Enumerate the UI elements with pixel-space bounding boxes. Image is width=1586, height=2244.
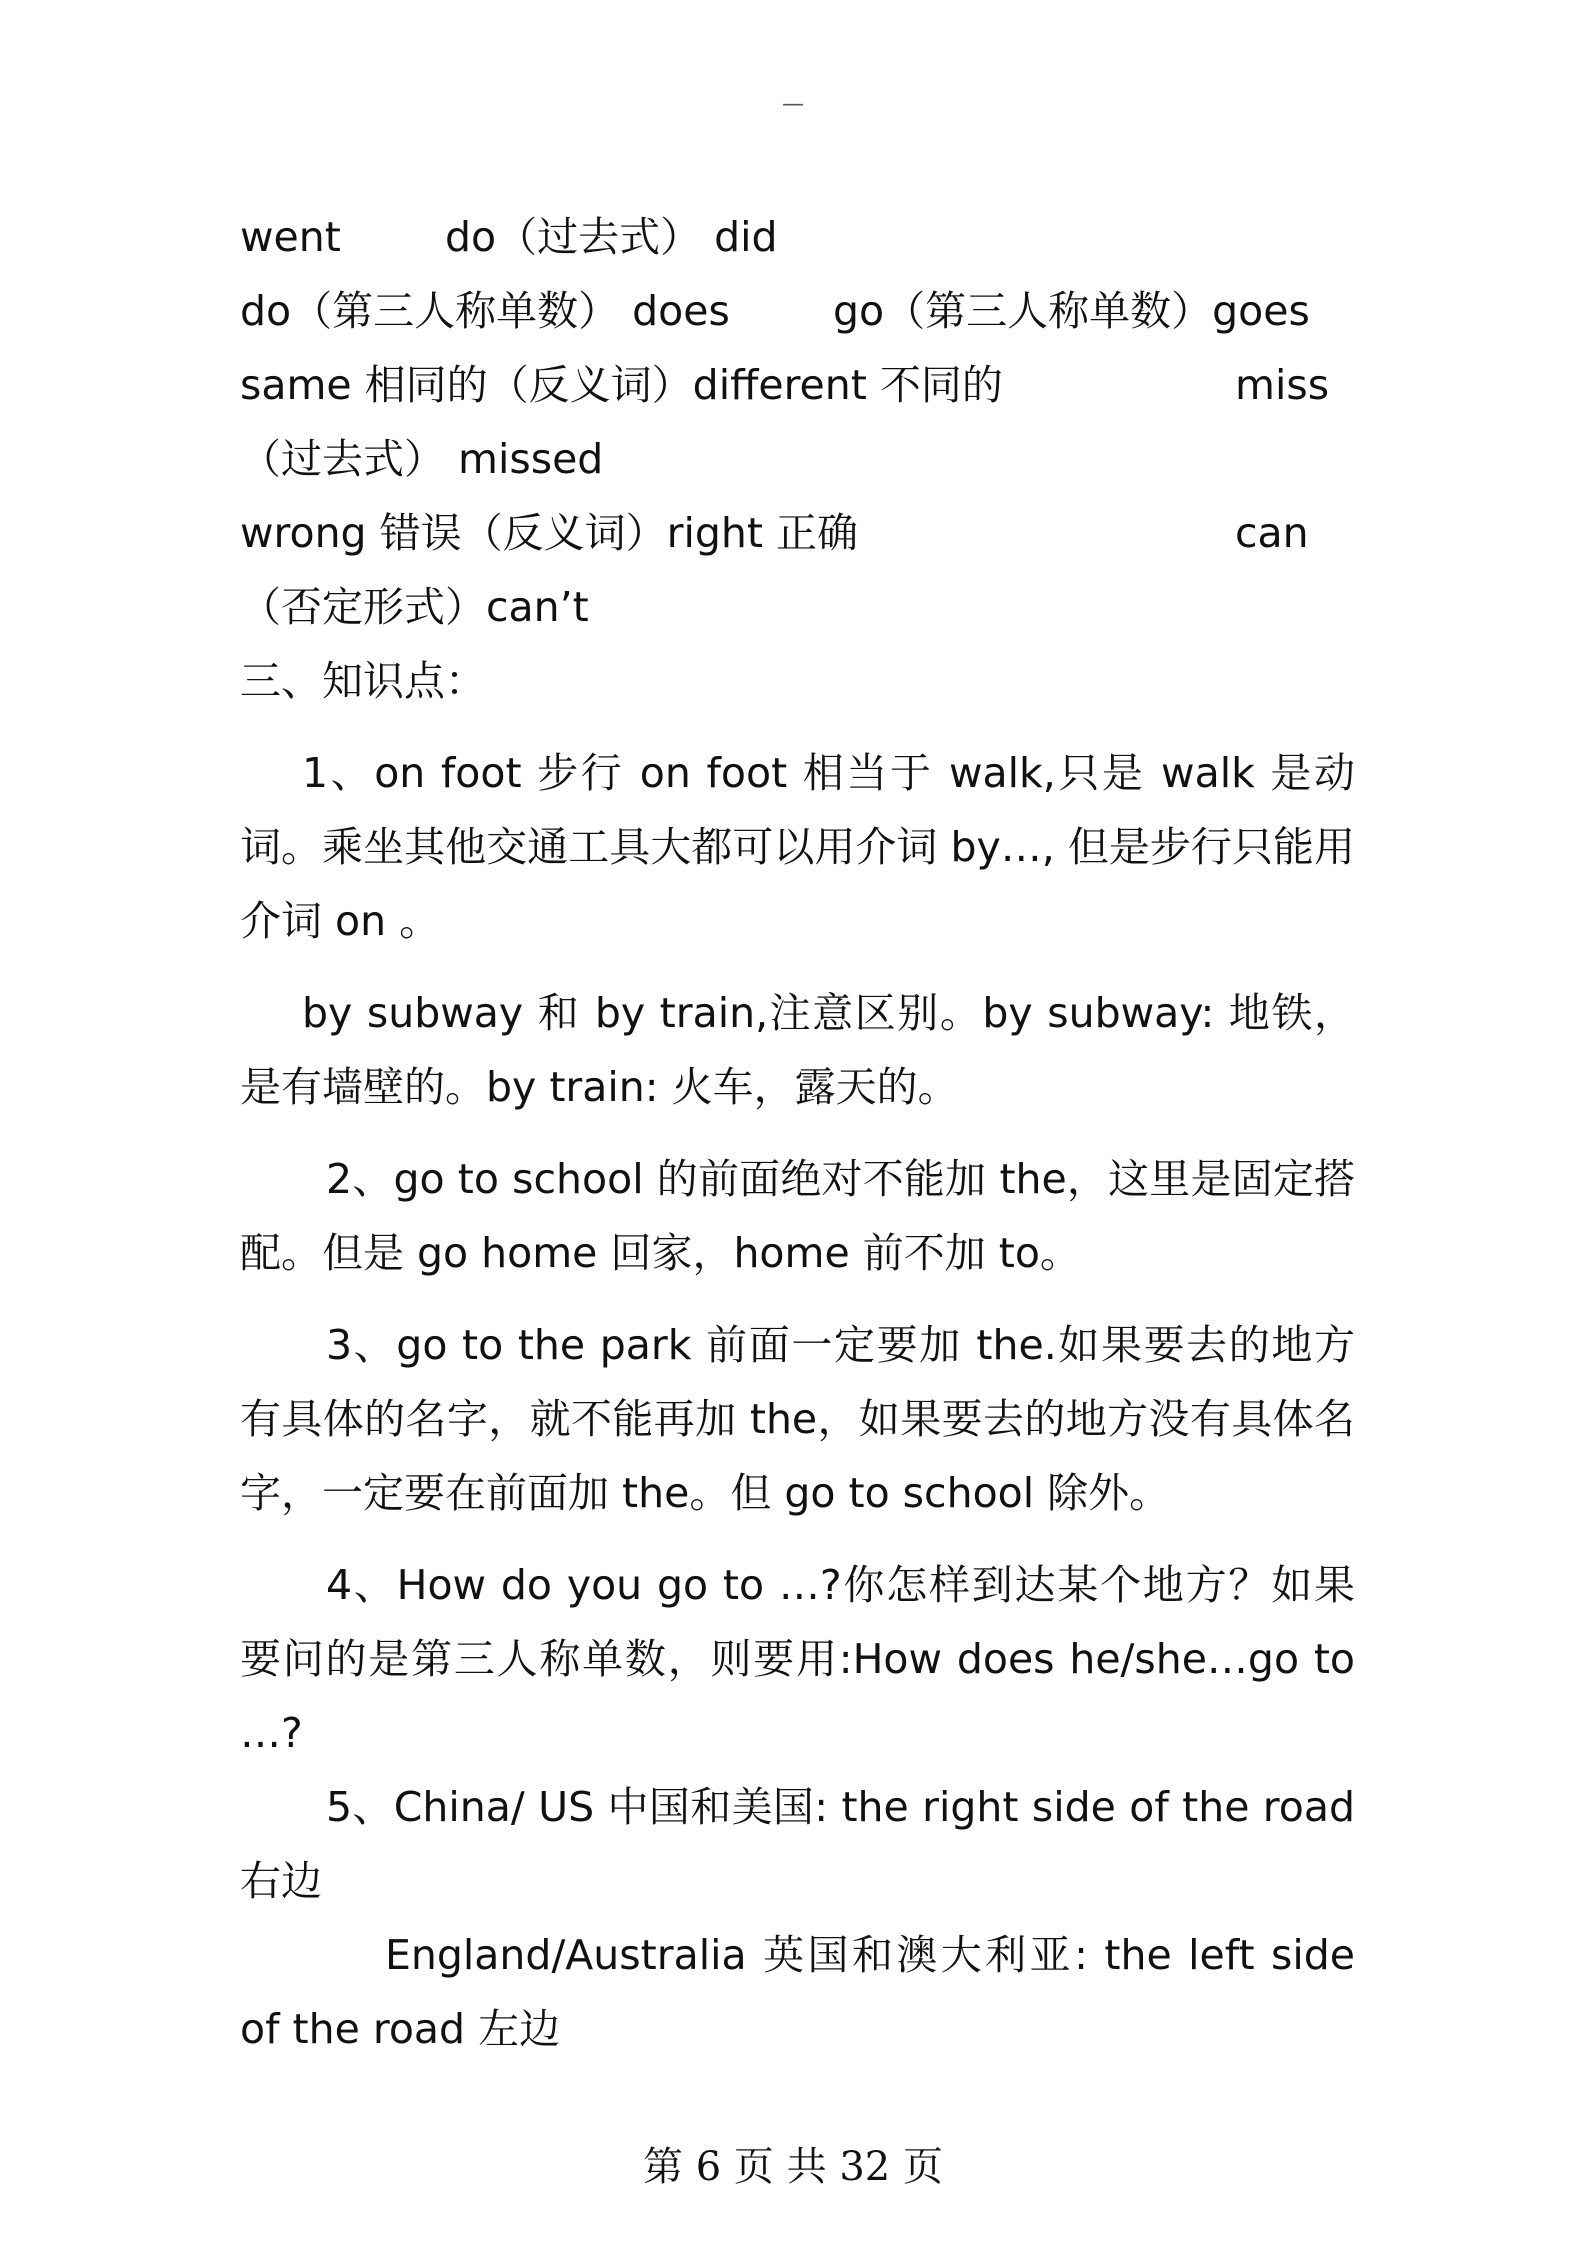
vocab-row (240, 200, 1355, 274)
vocab-term: go（第三人称单数）goes (833, 287, 1310, 335)
header-mark: — (782, 92, 804, 117)
knowledge-point-1: 1、on foot 步行 on foot 相当于 walk,只是 walk 是动词。乘坐其他交通工具大都可以用介词 by…, 但是步行只能用介词 on 。 (240, 749, 1355, 945)
knowledge-point-5b: England/Australia 英国和澳大利亚: the left side of the road 左边 (240, 1931, 1355, 2053)
vocab-term: （否定形式）can’t (240, 583, 589, 631)
vocab-row (240, 348, 1355, 422)
vocab-row (240, 570, 1355, 644)
vocab-row (240, 274, 1355, 348)
page-footer: 第 6 页 共 32 页 (643, 2144, 943, 2190)
vocab-term: same 相同的（反义词）different 不同的 (240, 361, 1003, 409)
vocab-row (240, 496, 1355, 570)
vocab-term: went (240, 213, 341, 261)
vocab-term: miss (1235, 361, 1330, 409)
knowledge-point-1b: by subway 和 by train,注意区别。by subway: 地铁，是有墙壁的。by train: 火车，露天的。 (240, 989, 1355, 1111)
document-body (240, 200, 1355, 2066)
vocab-term: do（第三人称单数） does (240, 287, 730, 335)
vocab-term: do（过去式） did (445, 213, 778, 261)
knowledge-point-5: 5、China/ US 中国和美国: the right side of the road 右边 (240, 1783, 1355, 1905)
vocab-term: （过去式） missed (240, 435, 604, 483)
section-title: 三、知识点： (240, 657, 486, 705)
vocab-term: can (1235, 509, 1309, 557)
vocab-term: wrong 错误（反义词）right 正确 (240, 509, 858, 557)
knowledge-point-4: 4、How do you go to …?你怎样到达某个地方？如果要问的是第三人称单数，则要用:How does he/she…go to …? (240, 1561, 1355, 1757)
vocab-row (240, 422, 1355, 496)
knowledge-point-3: 3、go to the park 前面一定要加 the.如果要去的地方有具体的名字，就不能再加 the，如果要去的地方没有具体名字，一定要在前面加 the。但 go to school 除外。 (240, 1321, 1355, 1517)
knowledge-point-2: 2、go to school 的前面绝对不能加 the，这里是固定搭配。但是 go home 回家，home 前不加 to。 (240, 1155, 1355, 1277)
